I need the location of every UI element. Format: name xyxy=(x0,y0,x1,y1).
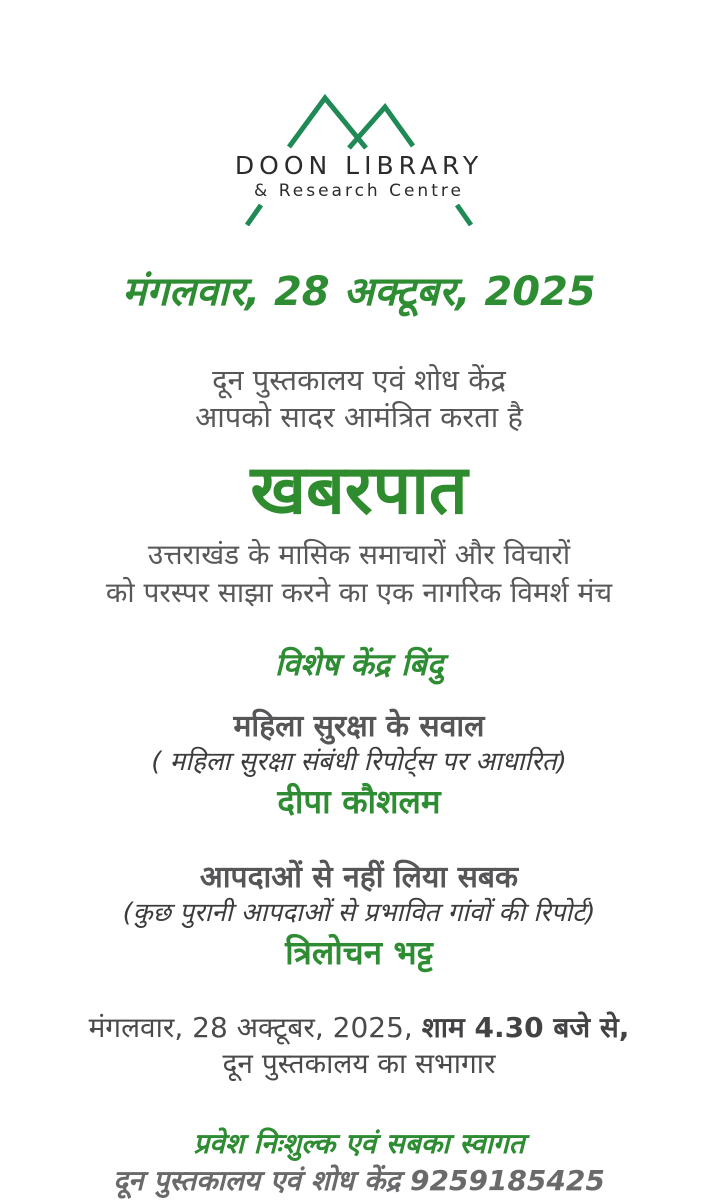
doon-library-logo xyxy=(234,0,484,226)
mountain-logo-icon xyxy=(283,92,435,150)
venue-line: दून पुस्तकालय का सभागार xyxy=(222,1047,496,1080)
session-item xyxy=(0,708,718,823)
logo-title: DOON LIBRARY xyxy=(234,151,484,180)
schedule-line xyxy=(0,1010,718,1046)
logo-triangle-base-icon xyxy=(239,204,479,226)
session-topic: महिला सुरक्षा के सवाल xyxy=(233,709,485,744)
tagline-line-1: उत्तराखंड के मासिक समाचारों और विचारों xyxy=(147,538,571,571)
focus-heading: विशेष केंद्र बिंदु xyxy=(274,647,444,683)
event-date-headline: मंगलवार, 28 अक्टूबर, 2025 xyxy=(122,269,596,315)
session-speaker: त्रिलोचन भट्ट xyxy=(285,933,433,972)
tagline-line-2: को परस्पर साझा करने का एक नागरिक विमर्श मंच xyxy=(105,576,613,609)
schedule-block xyxy=(0,1010,718,1082)
event-title: खबरपात xyxy=(250,451,468,530)
session-speaker: दीपा कौशलम xyxy=(277,782,441,821)
entry-note: प्रवेश निःशुल्क एवं सबका स्वागत xyxy=(193,1127,525,1160)
contact-line: दून पुस्तकालय एवं शोध केंद्र 9259185425 xyxy=(113,1164,605,1197)
session-note: (कुछ पुरानी आपदाओं से प्रभावित गांवों की रिपोर्ट) xyxy=(122,898,596,928)
invite-line-2: आपको सादर आमंत्रित करता है xyxy=(195,400,523,434)
session-item xyxy=(0,859,718,974)
logo-subtitle: & Research Centre xyxy=(254,181,464,201)
invite-line-1: दून पुस्तकालय एवं शोध केंद्र xyxy=(212,363,506,397)
session-topic: आपदाओं से नहीं लिया सबक xyxy=(199,860,519,895)
schedule-date: मंगलवार, 28 अक्टूबर, 2025, xyxy=(88,1011,413,1044)
event-tagline xyxy=(0,536,718,612)
invitation-text xyxy=(0,362,718,436)
schedule-time: शाम 4.30 बजे से, xyxy=(421,1011,630,1044)
session-note: ( महिला सुरक्षा संबंधी रिपोर्ट्स पर आधारित) xyxy=(151,747,567,777)
